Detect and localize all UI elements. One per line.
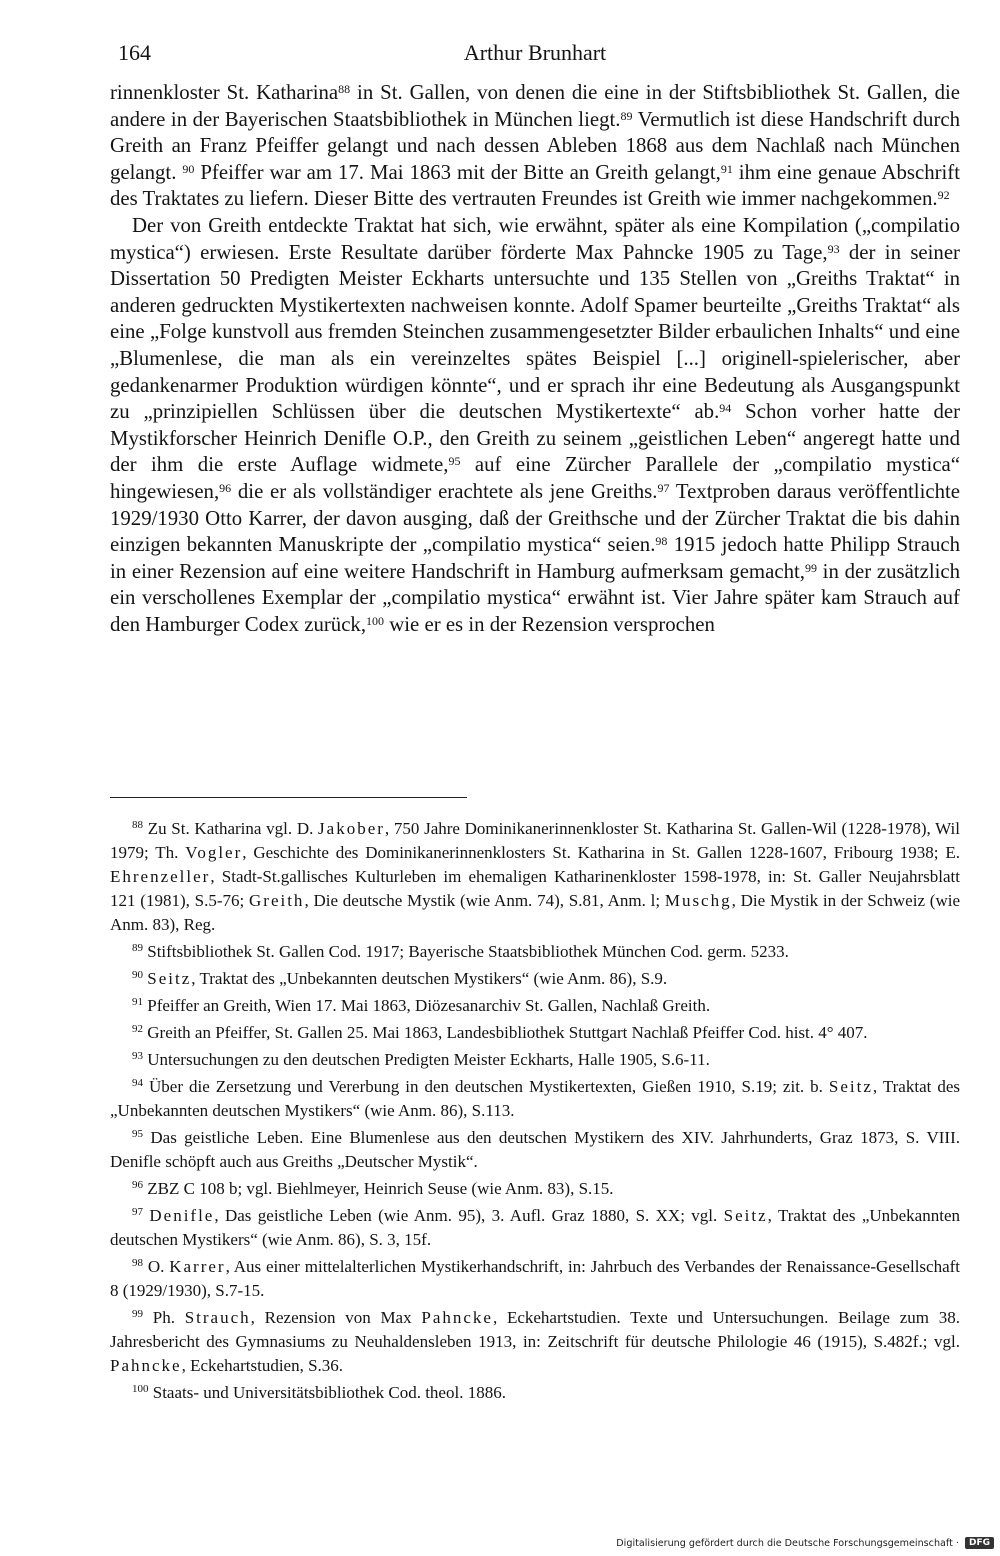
author-name: Muschg xyxy=(664,891,732,910)
digitization-credit xyxy=(616,1534,994,1552)
text-run: Vermutlich ist diese Handschrift durch Greith an Franz Pfeiffer gelangt und nach dessen Ableben 1868 aus dem Nachlaß nach München gelangt. xyxy=(110,107,960,184)
footnote-ref: 98 xyxy=(655,534,668,549)
footnote-number: 97 xyxy=(132,1206,143,1218)
footnote-number: 88 xyxy=(132,819,143,831)
footnote xyxy=(110,1255,960,1303)
footnote-number: 94 xyxy=(132,1077,143,1089)
footnote-text: Das geistliche Leben. Eine Blumenlese aus den deutschen Mystikern des XIV. Jahrhunderts, Graz 1873, S. VIII. Denifle schöpft auch aus Greiths „Deutscher Mystik“. xyxy=(110,1128,960,1171)
footnote-number: 90 xyxy=(132,969,143,981)
text-run: in St. Gallen, von denen die eine in der Stiftsbibliothek St. Gallen, die andere in der Bayerischen Staatsbibliothek in München liegt. xyxy=(110,81,960,131)
footnote-ref: 88 xyxy=(338,82,351,96)
footnote xyxy=(110,994,960,1018)
footnote-text: , Aus einer mittelalterlichen Mystikerhandschrift, in: Jahrbuch des Verbandes der Renaissance-Gesellschaft 8 (1929/1930), S.7-15. xyxy=(110,1257,961,1300)
footnote xyxy=(110,1306,960,1378)
footnote-ref: 95 xyxy=(448,454,461,469)
footnote-text: , Eckehartstudien. Texte und Untersuchungen. Beilage zum 38. Jahresbericht des Gymnasiums zu Neuhaldensleben 1913, in: Zeitschrift für deutsche Philologie 46 (1915), S.482f.; vgl. xyxy=(110,1308,960,1351)
page-number: 164 xyxy=(118,40,151,65)
text-run: 1915 jedoch hatte Philipp Strauch in einer Rezension auf eine weitere Handschrift in Hamburg aufmerksam gemacht, xyxy=(110,533,960,583)
footnotes xyxy=(110,817,960,1408)
footnote xyxy=(110,1021,960,1045)
footnote-number: 91 xyxy=(132,996,143,1008)
text-run: Schon vorher hatte der Mystikforscher Heinrich Denifle O.P., den Greith zu seinem „geistlichen Leben“ angeregt hatte und der ihm die erste Auflage widmete, xyxy=(110,400,960,477)
author-name: Ehrenzeller xyxy=(110,867,211,886)
footnote-separator xyxy=(110,797,467,798)
footnote-ref: 94 xyxy=(719,401,732,416)
footnote-text: , Stadt-St.gallisches Kulturleben im ehemaligen Katharinenkloster 1598-1978, in: St. Galler Neujahrsblatt 121 (1981), S.5-76; xyxy=(110,867,960,910)
paragraph xyxy=(110,80,960,213)
text-run: Pfeiffer war am 17. Mai 1863 mit der Bitte an Greith gelangt, xyxy=(194,160,721,184)
footnote-text: , Die Mystik in der Schweiz (wie Anm. 83), Reg. xyxy=(110,891,960,934)
text-run: Der von Greith entdeckte Traktat hat sich, wie erwähnt, später als eine Kompilation („compilatio mystica“) erwiesen. Erste Resultate darüber förderte Max Pahncke 1905 zu Tage, xyxy=(110,213,960,264)
author-name: Karrer xyxy=(169,1257,226,1276)
footnote-text: , Traktat des „Unbekannten deutschen Mystikers“ (wie Anm. 86), S.9. xyxy=(191,969,668,988)
author-name: Jakober xyxy=(318,819,385,838)
footnote-number: 93 xyxy=(132,1050,143,1062)
footnote-number: 89 xyxy=(132,942,143,954)
footnote-text: Zu St. Katharina vgl. D. xyxy=(147,819,319,838)
author-name: Pahncke xyxy=(421,1308,493,1327)
text-run: in der zusätzlich ein verschollenes Exemplar der „compilatio mystica“ erwähnt ist. Vier Jahre später kam Strauch auf den Hamburger Codex zurück, xyxy=(110,559,961,636)
footnote-number: 99 xyxy=(132,1308,143,1320)
footnote xyxy=(110,817,960,937)
running-head: Arthur Brunhart xyxy=(463,40,607,65)
footnote xyxy=(110,1177,960,1201)
author-name: Vogler xyxy=(185,843,243,862)
footnote-ref: 100 xyxy=(366,613,385,628)
footnote-text: Untersuchungen zu den deutschen Predigten Meister Eckharts, Halle 1905, S.6-11. xyxy=(147,1050,710,1069)
dfg-logo-icon: DFG xyxy=(965,1537,994,1549)
footnote-text: , Traktat des „Unbekannten deutschen Mystikers“ (wie Anm. 86), S. 3, 15f. xyxy=(110,1206,960,1249)
footnote-text: O. xyxy=(147,1257,170,1276)
footnote xyxy=(110,1048,960,1072)
page-header xyxy=(110,40,960,70)
author-name: Seitz xyxy=(828,1077,873,1096)
footnote-number: 95 xyxy=(132,1128,143,1140)
footnote-text: , Das geistliche Leben (wie Anm. 95), 3. Aufl. Graz 1880, S. XX; vgl. xyxy=(214,1206,724,1225)
text-run: ihm eine genaue Abschrift des Traktates zu liefern. Dieser Bitte des vertrauten Freundes ist Greith wie immer nachgekommen. xyxy=(110,160,960,211)
text-run: auf eine Zürcher Parallele der „compilatio mystica“ hingewiesen, xyxy=(110,453,961,503)
footnote-ref: 93 xyxy=(827,241,840,256)
text-run: wie er es in der Rezension versprochen xyxy=(384,612,715,636)
footnote-ref: 97 xyxy=(657,480,670,495)
footnote-text: Ph. xyxy=(152,1308,185,1327)
footnote xyxy=(110,1126,960,1174)
footnote-ref: 92 xyxy=(937,188,950,203)
footnote-text: , Eckehartstudien, S.36. xyxy=(181,1356,344,1375)
footnote-number: 98 xyxy=(132,1257,143,1269)
footnote-ref: 96 xyxy=(219,480,232,495)
author-name: Denifle xyxy=(149,1206,215,1225)
footnote-text: , Traktat des „Unbekannten deutschen Mystikers“ (wie Anm. 86), S.113. xyxy=(110,1077,961,1120)
footnote-text: Pfeiffer an Greith, Wien 17. Mai 1863, Diözesanarchiv St. Gallen, Nachlaß Greith. xyxy=(147,996,711,1015)
footnote-ref: 91 xyxy=(720,161,733,176)
footnote-text: , Geschichte des Dominikanerinnenklosters St. Katharina in St. Gallen 1228-1607, Fribourg 1938; E. xyxy=(242,843,960,862)
text-run: die er als vollständiger erachtete als jene Greiths. xyxy=(231,479,658,503)
footnote-text: , Rezension von Max xyxy=(250,1308,422,1327)
footnote-ref: 99 xyxy=(804,560,817,575)
footnote-text: , Die deutsche Mystik (wie Anm. 74), S.81, Anm. l; xyxy=(304,891,665,910)
footnote xyxy=(110,1075,960,1123)
body-text xyxy=(110,80,960,638)
footnote-ref: 90 xyxy=(182,161,195,176)
footnote xyxy=(110,967,960,991)
footnote-text: ZBZ C 108 b; vgl. Biehlmeyer, Heinrich Seuse (wie Anm. 83), S.15. xyxy=(147,1179,614,1198)
paragraph xyxy=(110,213,960,639)
footnote-text: Stiftsbibliothek St. Gallen Cod. 1917; Bayerische Staatsbibliothek München Cod. germ. 5233. xyxy=(147,942,789,961)
footnote-number: 100 xyxy=(132,1383,149,1395)
footnote-number: 96 xyxy=(132,1179,143,1191)
author-name: Strauch xyxy=(184,1308,251,1327)
footnote-ref: 89 xyxy=(620,108,633,123)
author-name: Greith xyxy=(249,891,305,910)
author-name: Seitz xyxy=(723,1206,768,1225)
text-run: Textproben daraus veröffentlichte 1929/1930 Otto Karrer, der davon ausging, daß der Greithsche und der Zürcher Traktat die bis dahin einzigen bekannten Manuskripte der „compilatio mystica“ seien. xyxy=(110,479,961,557)
author-name: Pahncke xyxy=(110,1356,182,1375)
author-name: Seitz xyxy=(147,969,192,988)
footnote-text: Über die Zersetzung und Vererbung in den deutschen Mystikertexten, Gießen 1910, S.19; zit. b. xyxy=(149,1077,829,1096)
footnote-number: 92 xyxy=(132,1023,143,1035)
footnote-text: , 750 Jahre Dominikanerinnenkloster St. Katharina St. Gallen-Wil (1228-1978), Wil 1979; Th. xyxy=(110,819,960,862)
text-run: der in seiner Dissertation 50 Predigten Meister Eckharts untersuchte und 135 Stellen von „Greiths Traktat“ in anderen gedruckten Mystikertexten nachweisen konnte. Adolf Spamer beurteilte „Greiths Traktat“ als eine „Folge kunstvoll aus fremden Steinchen zusammengesetzter Bilder erbaulichen Inhalts“ und eine „Blumenlese, die man als ein vereinzeltes spätes Beispiel [...] originell-spielerischer, aber gedankenarmer Produktion würdigen könnte“, und er sprach ihr eine Bedeutung als Ausgangspunkt zu „prinzipiellen Schlüssen über die deutschen Mystikertexte“ ab. xyxy=(110,240,960,424)
footnote-text: Staats- und Universitätsbibliothek Cod. theol. 1886. xyxy=(152,1383,506,1402)
text-run: rinnenkloster St. Katharina xyxy=(110,81,339,104)
footer-credit-text: Digitalisierung gefördert durch die Deutsche Forschungsgemeinschaft · xyxy=(616,1537,959,1549)
footnote xyxy=(110,940,960,964)
footnote-text: Greith an Pfeiffer, St. Gallen 25. Mai 1863, Landesbibliothek Stuttgart Nachlaß Pfeiffer Cod. hist. 4° 407. xyxy=(147,1023,868,1042)
footnote xyxy=(110,1204,960,1252)
footnote xyxy=(110,1381,960,1405)
